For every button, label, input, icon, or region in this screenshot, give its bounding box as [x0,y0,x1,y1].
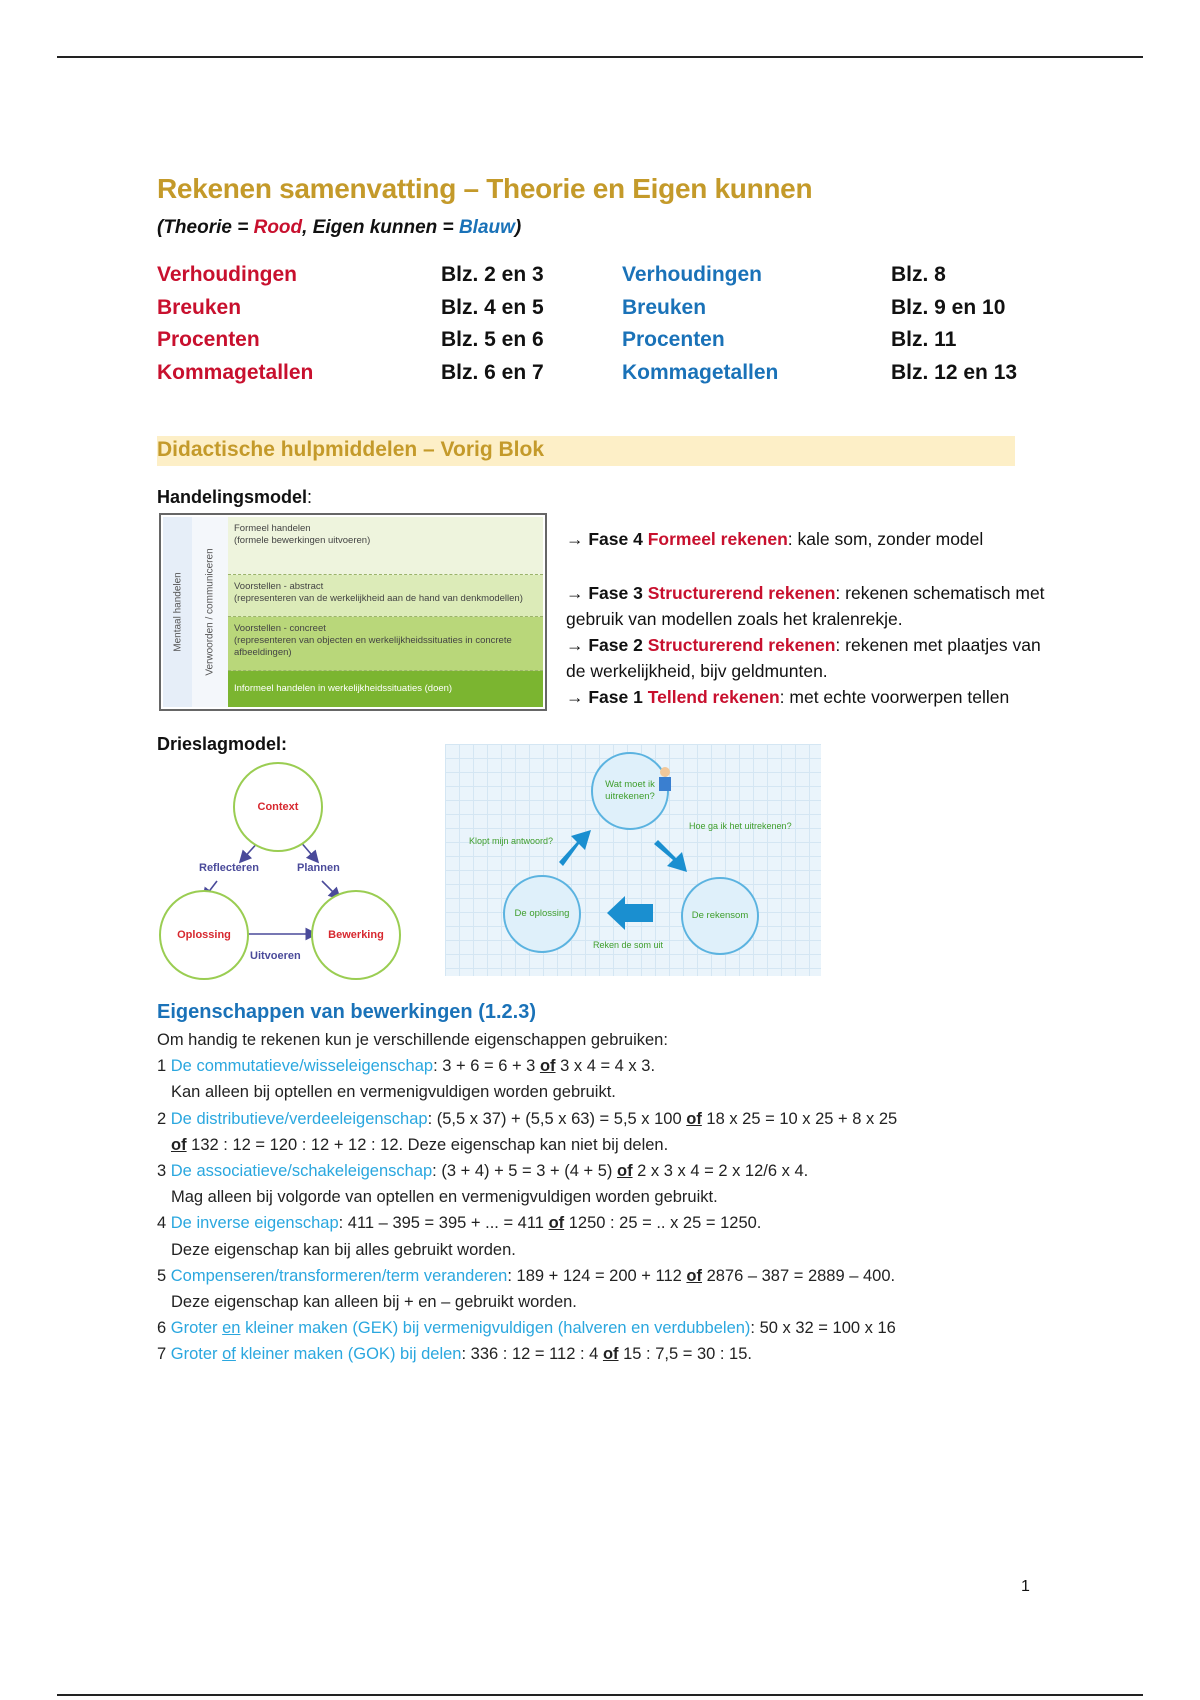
model-row: Informeel handelen in werkelijkheidssituaties (doen) [228,671,543,707]
toc-theorie-pages [441,259,544,389]
cycle-top-circle: Wat moet ik uitrekenen? [591,752,669,830]
property-1-note: Kan alleen bij optellen en vermenigvuldigen worden gebruikt. [171,1083,616,1102]
model-row: Formeel handelen (formele bewerkingen uitvoeren) [228,517,543,575]
mentaal-column: Mentaal handelen [163,517,193,707]
verwoorden-column: Verwoorden / communiceren [192,517,229,707]
toc-eigen-pages [891,259,1017,389]
toc-item: Breuken [157,295,242,319]
oplossing-circle: Oplossing [159,890,249,980]
property-3-note: Mag alleen bij volgorde van optellen en vermenigvuldigen worden gebruikt. [171,1188,718,1207]
reflecteren-label: Reflecteren [199,862,259,874]
cycle-arrows [445,744,821,976]
property-6: 6 Groter en kleiner maken (GEK) bij vermenigvuldigen (halveren en verdubbelen): 50 x 32 = 100 x 16 [157,1319,896,1338]
top-rule [57,56,1143,58]
bewerking-circle: Bewerking [311,890,401,980]
cycle-left-circle: De oplossing [503,875,581,953]
toc-item: Verhoudingen [622,263,763,286]
uitvoeren-label: Uitvoeren [250,950,301,962]
eigenschappen-body [157,1027,1057,1368]
drieslagmodel-figure [157,756,407,986]
drieslagmodel-heading: Drieslagmodel: [157,734,288,754]
fase-3: → Fase 3 Structurerend rekenen: rekenen schematisch met gebruik van modellen zoals het kralenrekje. [566,583,1045,629]
toc-item: Procenten [157,328,260,351]
handelingsmodel-heading: Handelingsmodel: [157,487,313,507]
toc-pages: Blz. 6 en 7 [441,360,544,384]
fase-4: → Fase 4 Formeel rekenen: kale som, zonder model [566,529,984,549]
cycle-right-circle: De rekensom [681,877,759,955]
property-4: 4 De inverse eigenschap: 411 – 395 = 395 + ... = 411 of 1250 : 25 = .. x 25 = 1250. [157,1214,762,1233]
model-row: Voorstellen - concreet (representeren van objecten en werkelijkheidssituaties in concrete afbeeldingen) [228,617,543,671]
toc-eigen-topics [622,259,778,389]
eigenschappen-heading: Eigenschappen van bewerkingen (1.2.3) [157,1001,537,1023]
page-title: Rekenen samenvatting – Theorie en Eigen kunnen [157,173,813,204]
intro-line: Om handig te rekenen kun je verschillende eigenschappen gebruiken: [157,1031,668,1049]
cycle-text-bottom: Reken de som uit [593,940,664,950]
toc-pages: Blz. 9 en 10 [891,295,1006,319]
toc-pages: Blz. 8 [891,263,946,286]
bottom-rule [57,1694,1143,1696]
model-row: Voorstellen - abstract (representeren van de werkelijkheid aan de hand van denkmodellen) [228,575,543,617]
cycle-illustration [445,744,821,976]
property-4-note: Deze eigenschap kan bij alles gebruikt worden. [171,1240,516,1259]
property-3: 3 De associatieve/schakeleigenschap: (3 + 4) + 5 = 3 + (4 + 5) of 2 x 3 x 4 = 2 x 12/6 x 4. [157,1162,809,1181]
toc-pages: Blz. 2 en 3 [441,263,544,286]
toc-item: Procenten [622,328,725,351]
fase-2: → Fase 2 Structurerend rekenen: rekenen met plaatjes van de werkelijkheid, bijv geldmunten. [566,635,1041,681]
property-2-continued: of 132 : 12 = 120 : 12 + 12 : 12. Deze eigenschap kan niet bij delen. [171,1135,669,1154]
handelingsmodel-figure [159,513,547,711]
property-5-note: Deze eigenschap kan alleen bij + en – gebruikt worden. [171,1293,577,1312]
toc-pages: Blz. 4 en 5 [441,295,544,319]
cycle-text-left: Klopt mijn antwoord? [469,836,554,846]
context-circle: Context [233,762,323,852]
property-7: 7 Groter of kleiner maken (GOK) bij delen: 336 : 12 = 112 : 4 of 15 : 7,5 = 30 : 15. [157,1345,752,1364]
toc-pages: Blz. 5 en 6 [441,328,544,351]
section-title: Didactische hulpmiddelen – Vorig Blok [157,438,545,461]
section-band [157,436,1015,466]
plannen-label: Plannen [297,862,340,874]
toc-item: Breuken [622,295,707,319]
property-2: 2 De distributieve/verdeeleigenschap: (5,5 x 37) + (5,5 x 63) = 5,5 x 100 of 18 x 25 = 10 x 25 + 8 x 25 [157,1109,898,1128]
property-5: 5 Compenseren/transformeren/term veranderen: 189 + 124 = 200 + 112 of 2876 – 387 = 2889 – 400. [157,1266,896,1285]
property-1: 1 De commutatieve/wisseleigenschap: 3 + 6 = 6 + 3 of 3 x 4 = 4 x 3. [157,1057,656,1076]
toc-pages: Blz. 11 [891,328,957,351]
page-number: 1 [1021,1578,1030,1595]
toc-item: Verhoudingen [157,263,298,286]
fase-1: → Fase 1 Tellend rekenen: met echte voorwerpen tellen [566,687,1010,707]
cycle-text-right: Hoe ga ik het uitrekenen? [689,821,792,831]
color-legend: (Theorie = Rood, Eigen kunnen = Blauw) [157,217,522,238]
toc-pages: Blz. 12 en 13 [891,360,1018,384]
toc-theorie-topics [157,259,313,389]
toc-item: Kommagetallen [622,360,779,384]
toc-item: Kommagetallen [157,360,314,384]
